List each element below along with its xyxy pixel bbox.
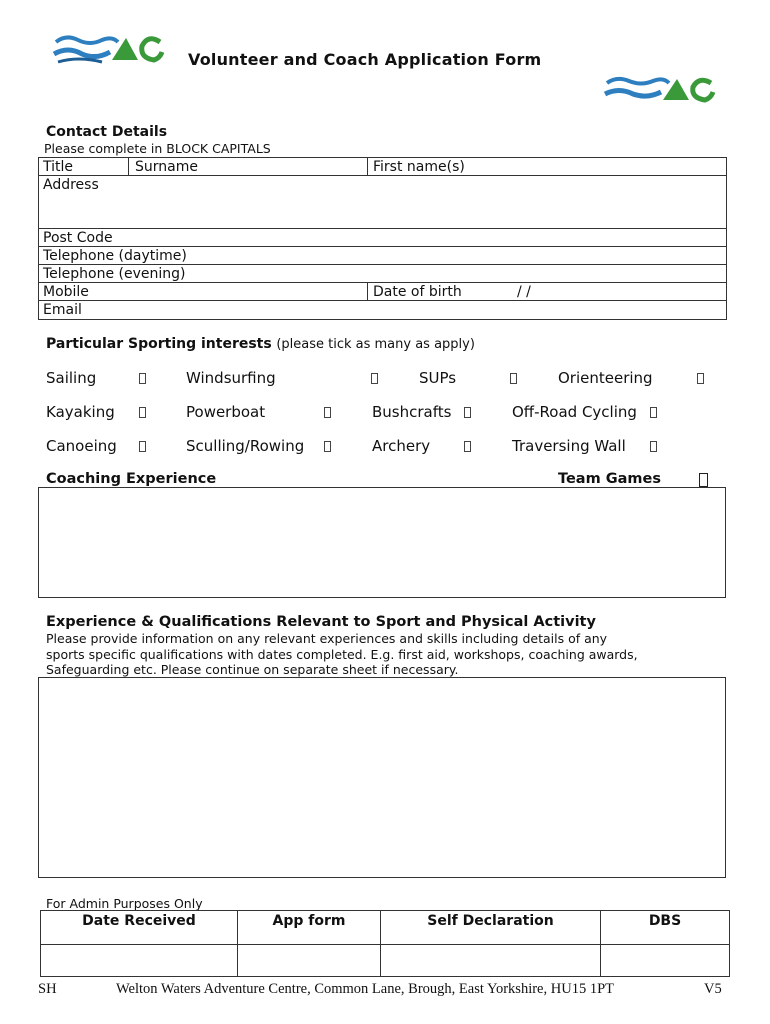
admin-cell[interactable] [381, 945, 601, 977]
dob-field[interactable]: Date of birth [373, 284, 462, 300]
swac-logo-right [603, 74, 715, 104]
sport-kayaking: Kayaking [46, 403, 115, 421]
footer-initials: SH [38, 981, 57, 997]
sport-powerboat: Powerboat [186, 403, 266, 421]
admin-label: For Admin Purposes Only [46, 896, 203, 911]
email-field[interactable]: Email [43, 302, 82, 318]
sport-sculling-rowing: Sculling/Rowing [186, 437, 305, 455]
sport-sailing: Sailing [46, 369, 97, 387]
post-code-field[interactable]: Post Code [43, 230, 113, 246]
telephone-evening-field[interactable]: Telephone (evening) [43, 266, 186, 282]
admin-col-date-received: Date Received [41, 911, 238, 945]
checkbox-orienteering[interactable] [697, 373, 704, 384]
telephone-daytime-field[interactable]: Telephone (daytime) [43, 248, 187, 264]
footer-address: Welton Waters Adventure Centre, Common Lane, Brough, East Yorkshire, HU15 1PT [116, 981, 614, 997]
mobile-field[interactable]: Mobile [43, 284, 89, 300]
checkbox-sailing[interactable] [139, 373, 146, 384]
checkbox-off-road-cycling[interactable] [650, 407, 657, 418]
admin-table [40, 910, 730, 977]
checkbox-sculling-rowing[interactable] [324, 441, 331, 452]
title-field[interactable]: Title [43, 159, 74, 175]
checkbox-archery[interactable] [464, 441, 471, 452]
experience-instruction-3: Safeguarding etc. Please continue on separate sheet if necessary. [46, 662, 459, 677]
checkbox-canoeing[interactable] [139, 441, 146, 452]
admin-col-dbs: DBS [601, 911, 730, 945]
checkbox-sups[interactable] [510, 373, 517, 384]
experience-instruction-2: sports specific qualifications with dates completed. E.g. first aid, workshops, coaching awards, [46, 647, 638, 662]
sport-traversing-wall: Traversing Wall [512, 437, 626, 455]
checkbox-powerboat[interactable] [324, 407, 331, 418]
swac-logo [52, 32, 164, 66]
qualifications-textarea[interactable] [38, 677, 726, 878]
contact-heading: Contact Details [46, 124, 168, 140]
admin-cell[interactable] [238, 945, 381, 977]
coaching-heading: Coaching Experience [46, 471, 217, 487]
surname-field[interactable]: Surname [135, 159, 198, 175]
sport-windsurfing: Windsurfing [186, 369, 276, 387]
first-names-field[interactable]: First name(s) [373, 159, 465, 175]
sport-team-games: Team Games [558, 471, 662, 487]
admin-col-self-declaration: Self Declaration [381, 911, 601, 945]
sport-off-road-cycling: Off-Road Cycling [512, 403, 637, 421]
admin-cell[interactable] [41, 945, 238, 977]
coaching-experience-textarea[interactable] [38, 487, 726, 598]
checkbox-bushcrafts[interactable] [464, 407, 471, 418]
sport-archery: Archery [372, 437, 431, 455]
sports-note: (please tick as many as apply) [276, 337, 475, 352]
contact-instruction: Please complete in BLOCK CAPITALS [44, 141, 271, 156]
dob-separators: / / [517, 284, 531, 300]
admin-col-app-form: App form [238, 911, 381, 945]
address-field[interactable]: Address [43, 177, 99, 193]
sport-orienteering: Orienteering [558, 369, 653, 387]
experience-heading: Experience & Qualifications Relevant to Sport and Physical Activity [46, 614, 596, 630]
experience-instruction-1: Please provide information on any relevant experiences and skills including details of any [46, 631, 608, 646]
admin-cell[interactable] [601, 945, 730, 977]
sport-canoeing: Canoeing [46, 437, 117, 455]
footer-version: V5 [704, 981, 722, 997]
sports-heading: Particular Sporting interests [46, 336, 272, 352]
sport-sups: SUPs [419, 369, 457, 387]
checkbox-traversing-wall[interactable] [650, 441, 657, 452]
checkbox-kayaking[interactable] [139, 407, 146, 418]
sport-bushcrafts: Bushcrafts [372, 403, 452, 421]
checkbox-windsurfing[interactable] [371, 373, 378, 384]
form-title: Volunteer and Coach Application Form [188, 50, 542, 69]
checkbox-team-games[interactable] [699, 473, 708, 487]
sports-heading-line [46, 336, 475, 352]
